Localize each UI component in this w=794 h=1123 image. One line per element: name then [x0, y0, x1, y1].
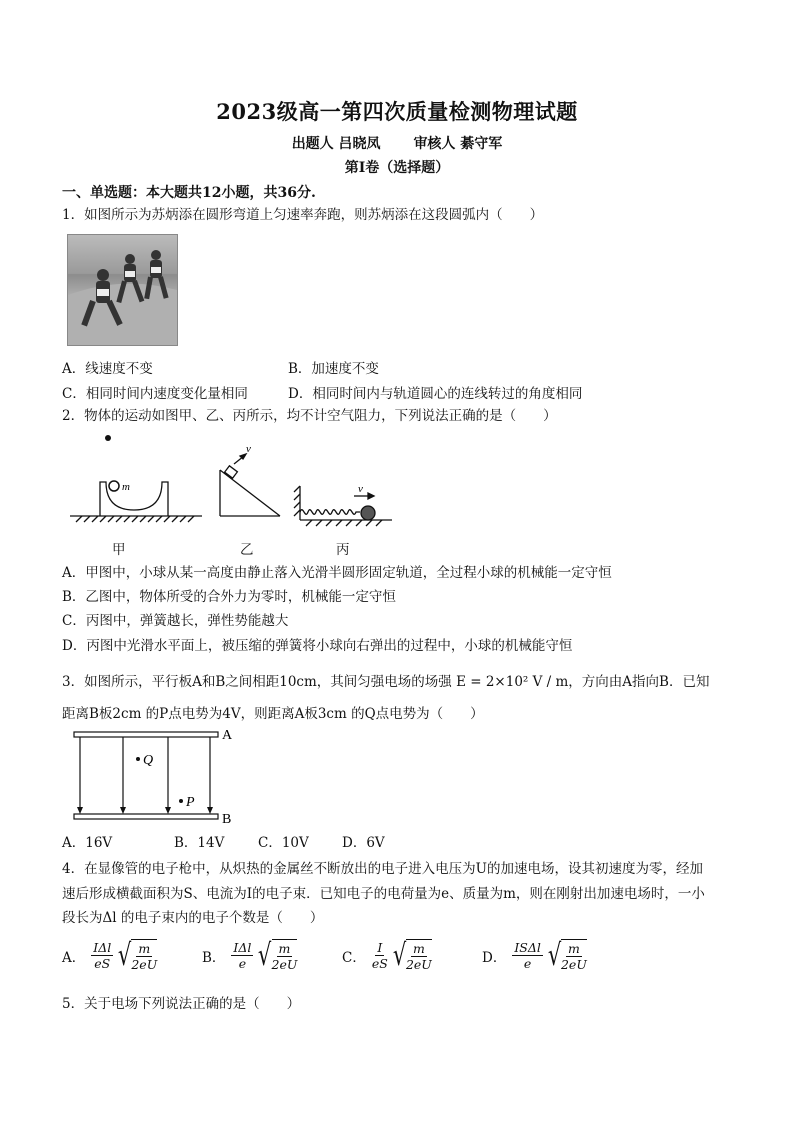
square-root: √ $\frac{m}{2eU}$	[258, 937, 298, 973]
q2-option-c: C．丙图中，弹簧越长，弹性势能越大	[62, 613, 289, 629]
q2-label-jia: 甲	[112, 542, 126, 558]
q4-option-a	[62, 939, 157, 972]
section-heading: 一、单选题：本大题共12小题，共36分.	[62, 185, 316, 201]
q3-option-c: C．10V	[258, 835, 309, 851]
q2-label-bing: 丙	[336, 542, 350, 558]
plate-b-label: B	[222, 812, 232, 824]
q4-stem-line2: 速后形成横截面积为S、电流为I的电子束．已知电子的电荷量为e、质量为m，则在刚射出加速电场时，一小	[62, 886, 705, 902]
q2-label-yi: 乙	[240, 542, 254, 558]
q3-capacitor-figure	[68, 728, 248, 824]
figure-bing	[294, 486, 392, 526]
option-label: B．	[202, 949, 226, 966]
square-root: √ $\frac{m}{2eU}$	[118, 937, 158, 973]
square-root: √ $\frac{m}{2eU}$	[547, 937, 587, 973]
sprinter-photo	[67, 234, 178, 346]
fraction: $\frac{I}{eS}$	[371, 940, 388, 971]
q4-option-d	[482, 939, 587, 972]
option-label: A．	[62, 949, 86, 966]
volume-heading: 第Ⅰ卷（选择题）	[344, 160, 450, 176]
q4-stem-line1: 4．在显像管的电子枪中，从炽热的金属丝不断放出的电子进入电压为U的加速电场，设其初速度为零，经加	[62, 861, 703, 877]
q4-stem-line3: 段长为Δl 的电子束内的电子个数是（ ）	[62, 910, 324, 926]
option-label: D．	[482, 949, 507, 966]
option-label: C．	[342, 949, 366, 966]
q2-option-b: B．乙图中，物体所受的合外力为零时，机械能一定守恒	[62, 589, 396, 605]
q3-option-d: D．6V	[342, 835, 385, 851]
fraction: $\frac{\text{IΔl}}{e}$	[233, 940, 252, 971]
point-q-label: Q	[143, 753, 154, 768]
question-setter: 出题人 吕晓凤	[291, 136, 381, 152]
point-p-label: P	[186, 795, 195, 810]
q1-option-c: C．相同时间内速度变化量相同	[62, 386, 248, 402]
q4-option-c	[342, 939, 432, 972]
fraction: $\frac{\text{ISΔl}}{e}$	[514, 940, 541, 971]
q2-option-a: A．甲图中，小球从某一高度由静止落入光滑半圆形固定轨道，全过程小球的机械能一定守恒	[62, 565, 612, 581]
q3-option-b: B．14V	[174, 835, 225, 851]
label-v-yi: v	[246, 443, 251, 455]
q2-stem: 2．物体的运动如图甲、乙、丙所示，均不计空气阻力，下列说法正确的是（ ）	[62, 408, 557, 424]
reviewer: 审核人 綦守军	[413, 136, 503, 152]
q1-option-a: A．线速度不变	[62, 361, 153, 377]
q4-option-b	[202, 939, 297, 972]
q1-option-d: D．相同时间内与轨道圆心的连线转过的角度相同	[288, 386, 583, 402]
label-m: m	[122, 481, 130, 493]
q1-option-b: B．加速度不变	[288, 361, 379, 377]
figure-yi	[220, 454, 280, 516]
q3-stem-line2: 距离B板2cm 的P点电势为4V，则距离A板3cm 的Q点电势为（ ）	[62, 706, 484, 722]
q5-stem: 5．关于电场下列说法正确的是（ ）	[62, 996, 301, 1012]
q2-option-d: D．丙图中光滑水平面上，被压缩的弹簧将小球向右弹出的过程中，小球的机械能守恒	[62, 638, 573, 654]
q3-stem-line1: 3．如图所示，平行板A和B之间相距10cm，其间匀强电场的场强 E = 2×10² V / m，方向由A指向B．已知	[62, 674, 710, 690]
authors-line	[0, 133, 794, 153]
q1-stem: 1．如图所示为苏炳添在圆形弯道上匀速率奔跑，则苏炳添在这段圆弧内（ ）	[62, 207, 544, 223]
label-v-bing: v	[358, 483, 363, 495]
q2-figures	[62, 430, 402, 530]
plate-a-label: A	[222, 728, 233, 743]
exam-title: 2023级高一第四次质量检测物理试题	[216, 99, 578, 124]
figure-jia	[70, 435, 202, 522]
square-root: √ $\frac{m}{2eU}$	[392, 937, 432, 973]
q3-option-a: A．16V	[62, 835, 113, 851]
fraction: $\frac{\text{IΔl}}{eS}$	[93, 940, 112, 971]
